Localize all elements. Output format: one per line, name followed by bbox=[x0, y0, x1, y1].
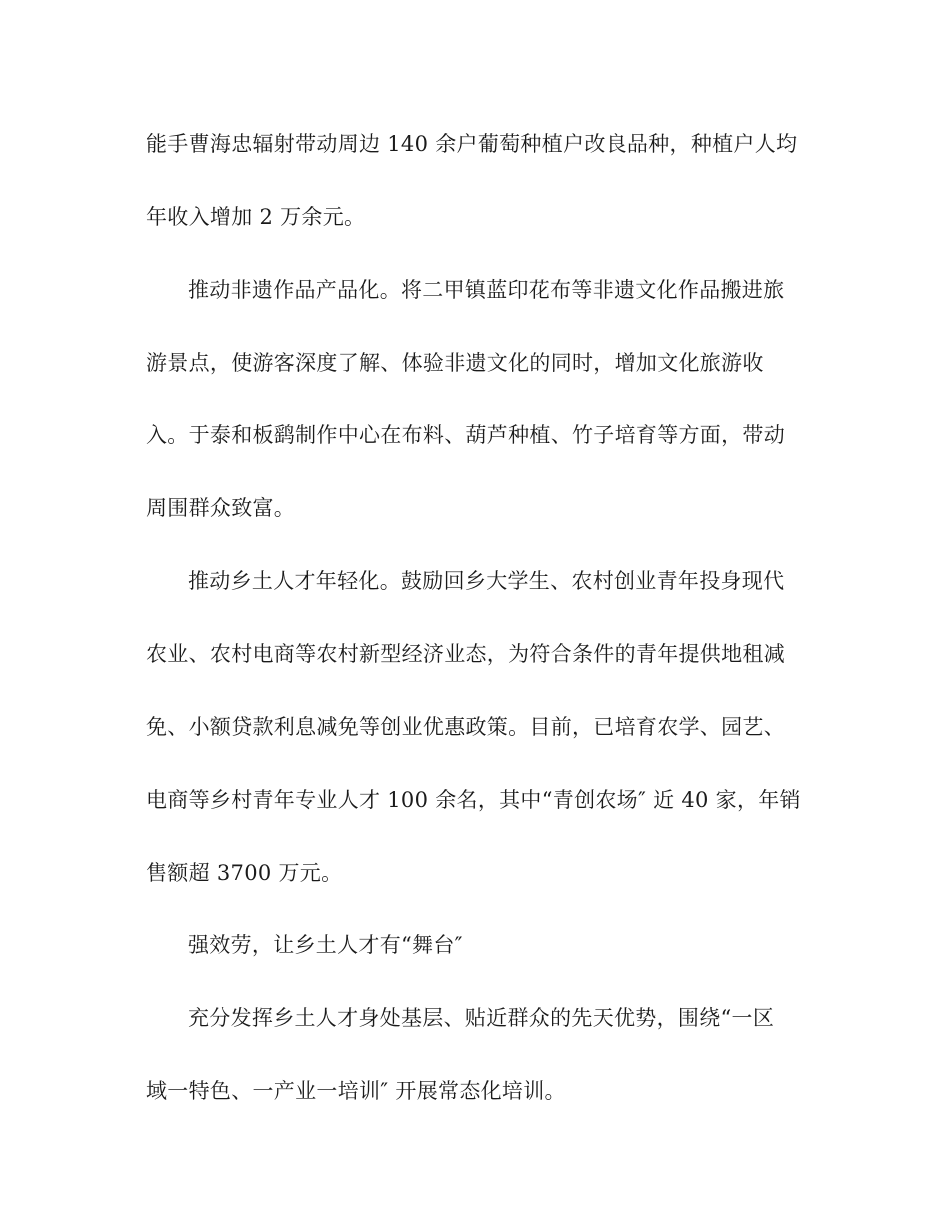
text-line: 能手曹海忠辐射带动周边 140 余户葡萄种植户改良品种，种植户人均 bbox=[146, 132, 798, 156]
section-heading: 强效劳，让乡土人才有“舞台″ bbox=[188, 933, 463, 957]
text-line: 域一特色、一产业一培训″ 开展常态化培训。 bbox=[146, 1079, 566, 1103]
text-line: 入。于泰和板鹞制作中心在布料、葫芦种植、竹子培育等方面，带动 bbox=[146, 423, 785, 447]
paragraph-start-line: 推动非遗作品产品化。将二甲镇蓝印花布等非遗文化作品搬进旅 bbox=[188, 278, 785, 302]
paragraph-start-line: 充分发挥乡土人才身处基层、贴近群众的先天优势，围绕“一区 bbox=[188, 1006, 775, 1030]
text-line: 周围群众致富。 bbox=[146, 496, 296, 520]
paragraph-start-line: 推动乡土人才年轻化。鼓励回乡大学生、农村创业青年投身现代 bbox=[188, 569, 785, 593]
text-line: 免、小额贷款利息减免等创业优惠政策。目前，已培育农学、园艺、 bbox=[146, 715, 785, 739]
text-line: 年收入增加 2 万余元。 bbox=[146, 205, 366, 229]
text-line: 农业、农村电商等农村新型经济业态，为符合条件的青年提供地租减 bbox=[146, 642, 785, 666]
text-line: 电商等乡村青年专业人才 100 余名，其中“青创农场″ 近 40 家，年销 bbox=[146, 788, 801, 812]
text-line: 游景点，使游客深度了解、体验非遗文化的同时，增加文化旅游收 bbox=[146, 351, 764, 375]
text-line: 售额超 3700 万元。 bbox=[146, 861, 343, 885]
